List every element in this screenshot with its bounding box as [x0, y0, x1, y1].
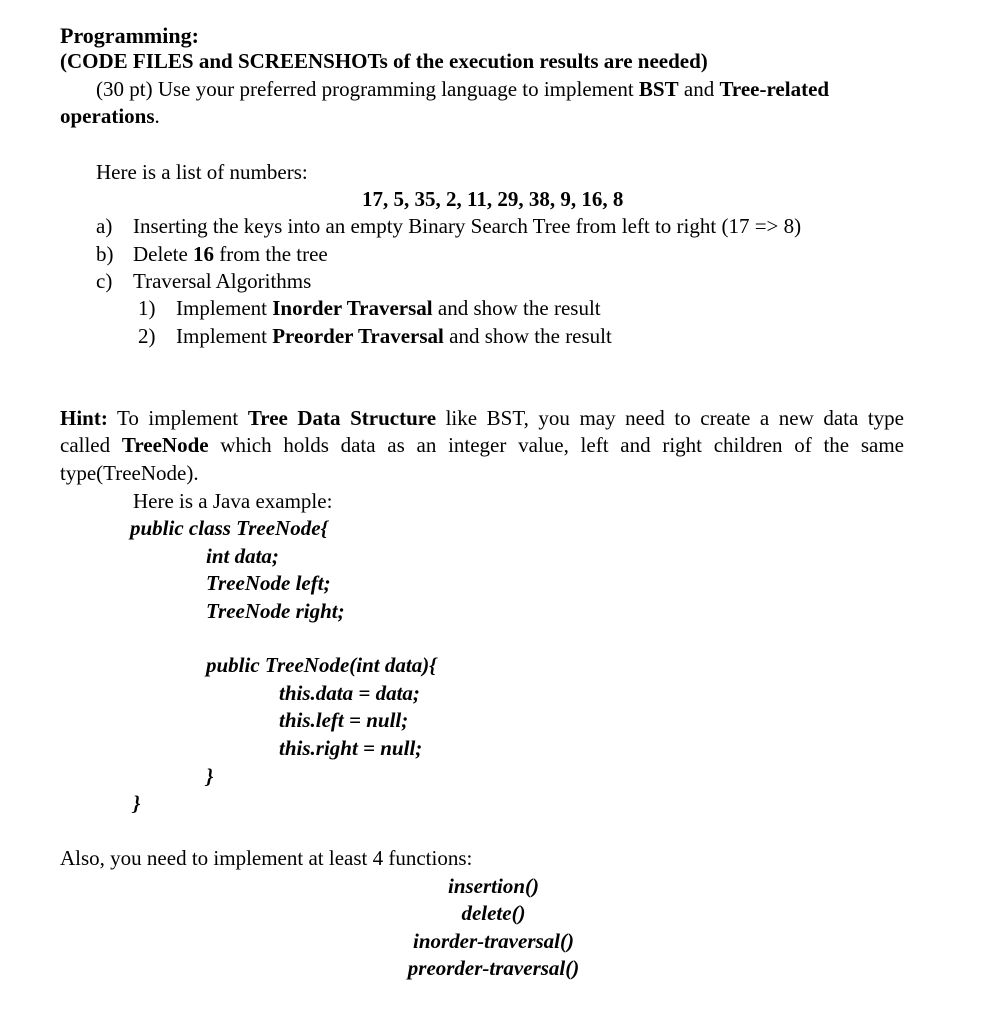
task-c-marker: c) [96, 269, 113, 293]
section-title: Programming: [60, 23, 199, 48]
task-c1-bold: Inorder Traversal [272, 296, 433, 320]
task-and: and [678, 77, 720, 101]
code-line-4: TreeNode right; [206, 599, 345, 623]
code-line-6: this.data = data; [279, 681, 420, 705]
task-b-text [133, 241, 328, 268]
task-a-marker: a) [96, 214, 113, 238]
function-preorder-traversal: preorder-traversal() [407, 956, 580, 980]
task-tree-related: Tree-related [719, 77, 830, 101]
task-c-text: Traversal Algorithms [133, 269, 312, 293]
task-b-prefix: Delete [133, 242, 194, 266]
task-bst: BST [638, 77, 679, 101]
task-b-suffix: from the tree [214, 242, 328, 266]
task-c2-suffix: and show the result [443, 324, 612, 348]
hint-line-1 [60, 405, 904, 432]
hint-p1-bold: Tree Data Structure [247, 406, 437, 430]
functions-intro: Also, you need to implement at least 4 functions: [60, 846, 473, 870]
function-insertion: insertion() [447, 874, 539, 898]
task-c2-marker: 2) [138, 324, 156, 348]
task-prefix: (30 pt) Use your preferred programming language to implement [96, 77, 639, 101]
code-line-10: } [133, 791, 141, 815]
code-line-1: public class TreeNode{ [130, 516, 328, 540]
task-c2-text [176, 323, 612, 350]
task-c1-prefix: Implement [176, 296, 273, 320]
code-line-8: this.right = null; [279, 736, 423, 760]
java-example-intro: Here is a Java example: [133, 489, 333, 513]
hint-line-3: type(TreeNode). [60, 461, 199, 485]
numbers-intro: Here is a list of numbers: [96, 160, 308, 184]
task-operations: operations [60, 104, 155, 128]
task-c1-text [176, 295, 601, 322]
task-end: . [154, 104, 160, 128]
task-description-cont [60, 103, 160, 130]
task-description [96, 76, 829, 103]
hint-p1-b: like BST, you may need to create a new data type [436, 406, 905, 430]
task-c2-bold: Preorder Traversal [272, 324, 444, 348]
hint-p1-a: To implement [107, 406, 248, 430]
task-c2-prefix: Implement [176, 324, 273, 348]
hint-line-2 [60, 432, 904, 459]
hint-p2-b: which holds data as an integer value, left and right children of the same [208, 433, 905, 457]
hint-label: Hint: [60, 406, 108, 430]
task-b-bold: 16 [193, 242, 215, 266]
code-line-7: this.left = null; [279, 708, 409, 732]
task-c1-suffix: and show the result [432, 296, 601, 320]
function-inorder-traversal: inorder-traversal() [413, 929, 574, 953]
task-b-marker: b) [96, 242, 114, 266]
code-line-9: } [206, 764, 214, 788]
code-line-3: TreeNode left; [206, 571, 331, 595]
hint-p2-a: called [60, 433, 122, 457]
task-a-text: Inserting the keys into an empty Binary Search Tree from left to right (17 => 8) [133, 214, 802, 238]
code-line-2: int data; [206, 544, 279, 568]
requirement-note: (CODE FILES and SCREENSHOTs of the execution results are needed) [60, 49, 708, 73]
hint-p2-bold: TreeNode [121, 433, 209, 457]
code-line-5: public TreeNode(int data){ [206, 653, 437, 677]
numbers-list: 17, 5, 35, 2, 11, 29, 38, 9, 16, 8 [362, 187, 624, 211]
function-delete: delete() [461, 901, 526, 925]
task-c1-marker: 1) [138, 296, 156, 320]
